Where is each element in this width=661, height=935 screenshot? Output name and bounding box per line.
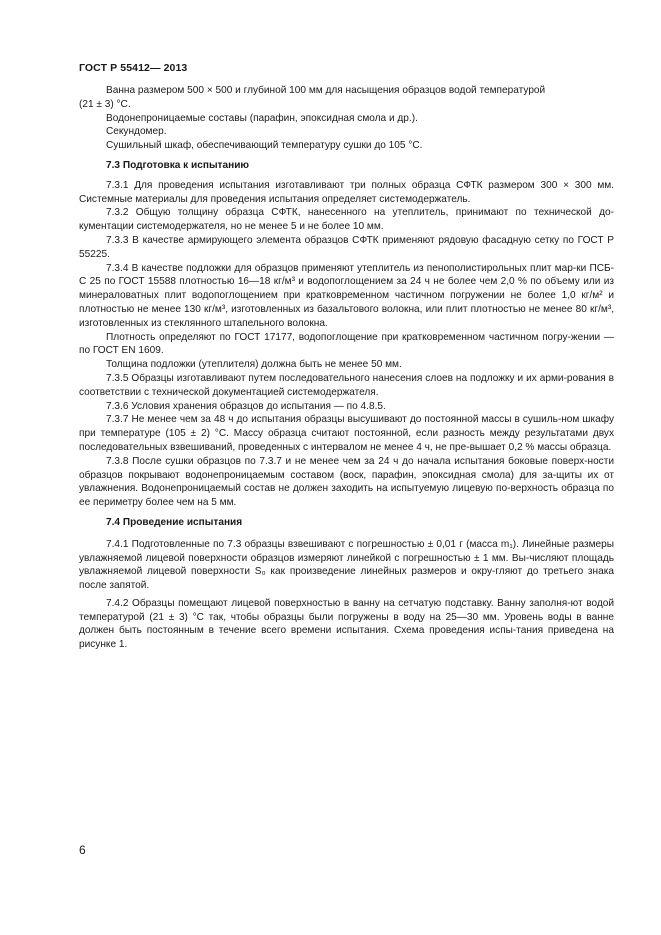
- clause-7-3-4: 7.3.4 В качестве подложки для образцов применяют утеплитель из пенополистирольных плит мар-ки ПСБ-С 25 по ГОСТ 15588 плотностью 16—18 кг/м³ и водопоглощением за 24 ч не более чем 2,0 % по объему или из минераловатных плит водопоглощением при кратковременном частичном погружении не более 1,0 кг/м² и плотностью не менее 130 кг/м³, изготовленных из базальтового волокна, или плит плотностью не менее 80 кг/м³, изготовленных из стеклянного штапельного волокна.: [79, 262, 614, 329]
- clause-7-3-1: 7.3.1 Для проведения испытания изготавливают три полных образца СФТК размером 300 × 300 мм. Системные материалы для проведения испытания определяет системодержатель.: [79, 179, 614, 205]
- clause-7-4-1: 7.4.1 Подготовленные по 7.3 образцы взвешивают с погрешностью ± 0,01 г (масса m₁). Линейные размеры увлажняемой лицевой поверхности образцов измеряют линейкой с погрешностью ± 1 мм. Вы-числяют площадь увлажняемой лицевой поверхности S₀ как произведение линейных размеров и окру-гляют до третьего знака после запятой.: [79, 538, 614, 592]
- clause-7-3-6: 7.3.6 Условия хранения образцов до испытания — по 4.8.5.: [106, 400, 386, 412]
- paragraph-substrate-thickness: Толщина подложки (утеплителя) должна быть не менее 50 мм.: [106, 359, 402, 371]
- clause-7-3-8: 7.3.8 После сушки образцов по 7.3.7 и не менее чем за 24 ч до начала испытания боковые поверх-ности образцов покрывают водонепроницаемым составом (воск, парафин, эпоксидная смола) для за-щиты их от увлажнения. Водонепроницаемый состав не должен заходить на испытуемую лицевую по-верхность образца по ее периметру более чем на 5 мм.: [79, 455, 614, 509]
- clause-7-3-7: 7.3.7 Не менее чем за 48 ч до испытания образцы высушивают до постоянной массы в сушиль-ном шкафу при температуре (105 ± 2) °С. Массу образца считают постоянной, если разность между результатами двух последовательных взвешиваний, проведенных с интервалом не менее 4 ч, не пре-вышает 0,2 % массы образца.: [79, 414, 614, 453]
- section-heading-7-3: 7.3 Подготовка к испытанию: [106, 159, 250, 171]
- section-heading-7-4: 7.4 Проведение испытания: [106, 516, 243, 528]
- paragraph-bath: Ванна размером 500 × 500 и глубиной 100 мм для насыщения образцов водой температурой: [106, 85, 546, 96]
- paragraph-density: Плотность определяют по ГОСТ 17177, водопоглощение при кратковременном частичном погру-жении — по ГОСТ EN 1609.: [79, 331, 614, 357]
- paragraph-drying-cabinet: Сушильный шкаф, обеспечивающий температуру сушки до 105 °С.: [106, 140, 423, 152]
- clause-7-4-2: 7.4.2 Образцы помещают лицевой поверхностью в ванну на сетчатую подставку. Ванну заполня-ют водой температурой (21 ± 3) °С так, чтобы образцы были погружены в воду на 25—30 мм. Уровень воды в ванне должен быть постоянным в течение всего времени испытания. Схема проведения испы-тания приведена на рисунке 1.: [79, 597, 614, 651]
- page-number: 6: [79, 843, 86, 857]
- clause-7-3-5: 7.3.5 Образцы изготавливают путем последовательного нанесения слоев на подложку и их арми-рования в соответствии с технической документацией системодержателя.: [79, 372, 614, 398]
- document-header: ГОСТ Р 55412— 2013: [79, 62, 188, 74]
- paragraph-stopwatch: Секундомер.: [106, 126, 167, 138]
- clause-7-3-3: 7.3.3 В качестве армирующего элемента образцов СФТК применяют рядовую фасадную сетку по ГОСТ Р 55225.: [79, 234, 614, 260]
- paragraph-waterproof-compositions: Водонепроницаемые составы (парафин, эпоксидная смола и др.).: [106, 112, 418, 124]
- document-body: [79, 84, 614, 652]
- paragraph-bath-temperature: (21 ± 3) °С.: [79, 98, 131, 110]
- clause-7-3-2: 7.3.2 Общую толщину образца СФТК, нанесенного на утеплитель, принимают по технической до-кументации системодержателя, но не менее 5 и не более 10 мм.: [79, 207, 614, 233]
